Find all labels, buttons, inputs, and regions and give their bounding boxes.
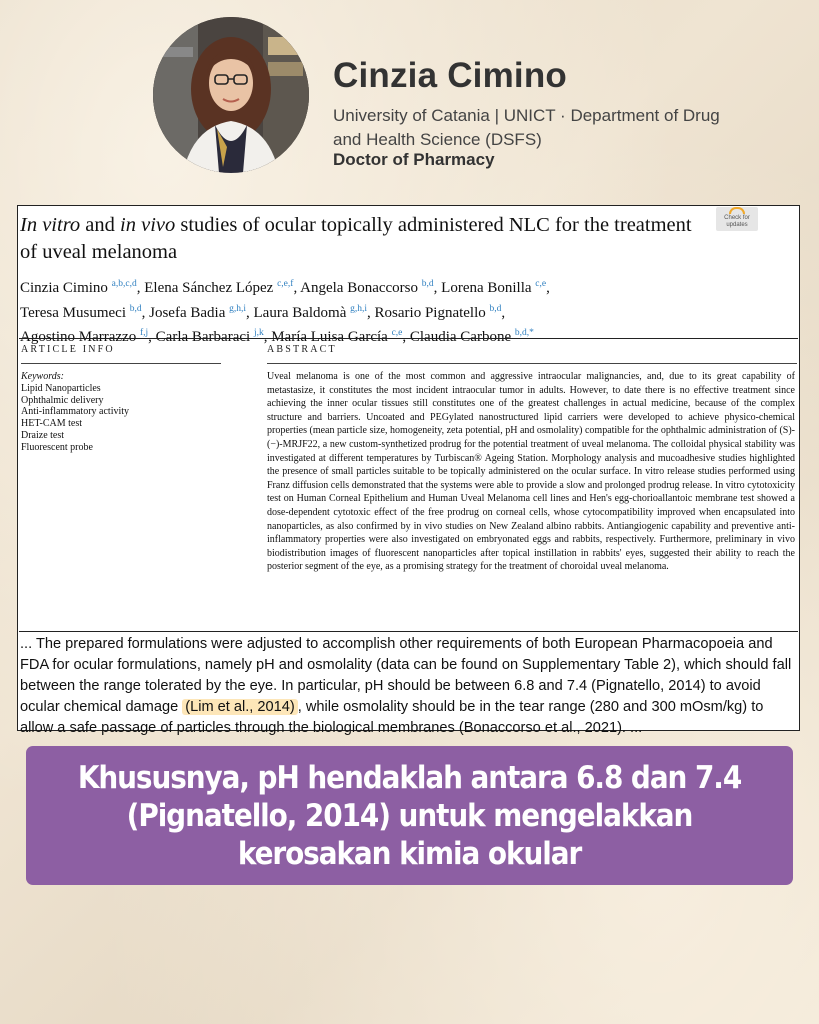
author-name: María Luisa García — [271, 329, 388, 345]
update-ring-icon — [729, 207, 745, 214]
banner-text: Khususnya, pH hendaklah antara 6.8 dan 7.4 (Pignatello, 2014) untuk mengelakkan kerosakan kimia okular — [77, 759, 742, 872]
author-name: Lorena Bonilla — [441, 280, 532, 296]
profile-degree: Doctor of Pharmacy — [333, 150, 495, 169]
author-name: Angela Bonaccorso — [300, 280, 419, 296]
keywords-label: Keywords: — [21, 371, 64, 382]
paper-title — [20, 212, 700, 266]
abstract-text: Uveal melanoma is one of the most common and aggressive intraocular malignancies, and, due to its great capability of metastasize, it constitutes the most incident intraocular tumor in adults. However, to date there is no effective treatment since achieving the inner ocular tissues still constitutes one of the greatest challenges in actual medicine, because of the complex structure and barriers. Uncoated and PEGylated nanostructured lipid carriers were developed to achieve physico-chemical properties (mean particle size, homogeneity, zeta potential, pH and osmolality) compatible for the ophthalmic administration of (S)-(−)-MRJF22, a new custom-synthetized prodrug for the potential treatment of uveal melanoma. The colloidal physical stability was investigated at different temperatures by Turbiscan® Ageing Station. Morphology analysis and mucoadhesive studies highlighted the presence of small particles suitable to be topically administered on the ocular surface. In vitro release studies performed using Franz diffusion cells demonstrated that the systems were able to provide a slow and prolonged prodrug release. In vitro cytotoxicity test on Human Corneal Epithelium and Human Uveal Melanoma cell lines and Hen's egg-chorioallantoic membrane test showed a dose-dependent cytotoxic effect of the free prodrug on corneal cells, whose cytocompatibility improved when encapsulated into nanoparticles, as also confirmed by in vivo studies on New Zealand albino rabbits. Antiangiogenic capability and preventive anti-inflammatory properties were also investigated on embryonated eggs and rabbits, respectively. Furthermore, preliminary in vivo biodistribution images of fluorescent nanoparticles after topical instillation in rabbits' eyes, suggested their ability to reach the posterior segment of the eye, as a promising strategy for the treatment of choroidal uveal melanoma. — [267, 371, 795, 573]
divider — [267, 363, 797, 364]
author-name: Laura Baldomà — [253, 304, 347, 321]
author-affiliation: b,d — [489, 303, 502, 314]
author-name: Cinzia Cimino — [20, 280, 108, 296]
author-affiliation: b,d,* — [514, 328, 534, 338]
keyword: Anti-inflammatory activity — [21, 406, 130, 418]
badge-line-1: Check for — [724, 215, 750, 221]
author-affiliation: a,b,c,d — [111, 279, 137, 289]
keyword: Ophthalmic delivery — [21, 394, 104, 406]
author-affiliation: c,e — [535, 279, 547, 289]
title-rest: studies of ocular topically administered NLC for the treatment of uveal melanoma — [20, 214, 692, 263]
author-name: Josefa Badia — [149, 304, 226, 321]
highlighted-citation: (Lim et al., 2014) — [182, 699, 298, 715]
avatar — [153, 17, 309, 173]
keyword: Draize test — [21, 429, 65, 441]
author-name: Carla Barbaraci — [155, 329, 251, 345]
excerpt-text — [20, 634, 796, 739]
keyword: Fluorescent probe — [21, 441, 93, 453]
author-name: Agostino Marrazzo — [20, 329, 137, 345]
keyword: Lipid Nanoparticles — [21, 382, 101, 394]
abstract-heading: ABSTRACT — [267, 344, 337, 355]
keywords-block — [21, 371, 221, 454]
divider — [19, 631, 798, 632]
author-affiliation: b,d — [421, 279, 434, 289]
divider — [19, 338, 798, 339]
translation-banner — [26, 746, 793, 885]
divider — [21, 363, 221, 364]
author-photo-illustration — [153, 17, 309, 173]
title-in-vitro: In vitro — [20, 214, 81, 236]
keyword: HET-CAM test — [21, 418, 83, 430]
author-affiliation: b,d — [129, 303, 142, 314]
author-affiliation: g,h,i — [350, 303, 368, 314]
author-list: Cinzia Cimino $^{a,b,c,d}$, Elena Sánchez López $^{c,e,f}$, Angela Bonaccorso $^{b,d}$, Lorena Bonilla $^{c,e}$, Teresa Musumeci $^{b,d}$, Josefa Badia $^{g,h,i}$, Laura Baldomà $^{g,h,i}$, Rosario Pignatello $^{b,d}$, Agostino Marrazzo $^{f,j}$, Carla Barbaraci $^{j,k}$, María Luisa García $^{c,e}$, Claudia Carbone $^{b,d,*}$ — [20, 279, 550, 345]
excerpt-after: , while osmolality should be in the tear range (280 and 300 mOsm/kg) to allow a safe passage of particles through the biological membranes (Bonaccorso et al., 2021). ... — [20, 699, 764, 736]
author-name: Claudia Carbone — [409, 329, 512, 345]
author-affiliation: j,k — [253, 328, 264, 338]
author-name: Rosario Pignatello — [374, 304, 486, 321]
title-and: and — [80, 214, 121, 236]
profile-affiliation: University of Catania | UNICT · Department of Drug and Health Science (DSFS) — [333, 106, 720, 149]
article-info-heading: ARTICLE INFO — [21, 344, 115, 355]
check-for-updates-badge[interactable] — [716, 207, 758, 231]
author-affiliation: c,e,f — [277, 279, 294, 289]
author-affiliation: c,e — [391, 328, 403, 338]
author-name: Teresa Musumeci — [20, 304, 126, 321]
badge-line-2: updates — [726, 222, 748, 228]
excerpt-before: ... The prepared formulations were adjusted to accomplish other requirements of both European Pharmacopoeia and FDA for ocular formulations, namely pH and osmolality (data can be found on Supplementary Table 2), which should fall between the range tolerated by the eye. In particular, pH should be between 6.8 and 7.4 (Pignatello, 2014) to avoid ocular chemical damage — [20, 636, 792, 715]
author-affiliation: g,h,i — [229, 303, 246, 314]
author-name: Elena Sánchez López — [144, 280, 274, 296]
paper-clipping — [17, 205, 800, 736]
title-in-vivo: in vivo — [120, 214, 176, 236]
profile-name: Cinzia Cimino — [333, 56, 567, 95]
author-affiliation: f,j — [139, 328, 149, 338]
